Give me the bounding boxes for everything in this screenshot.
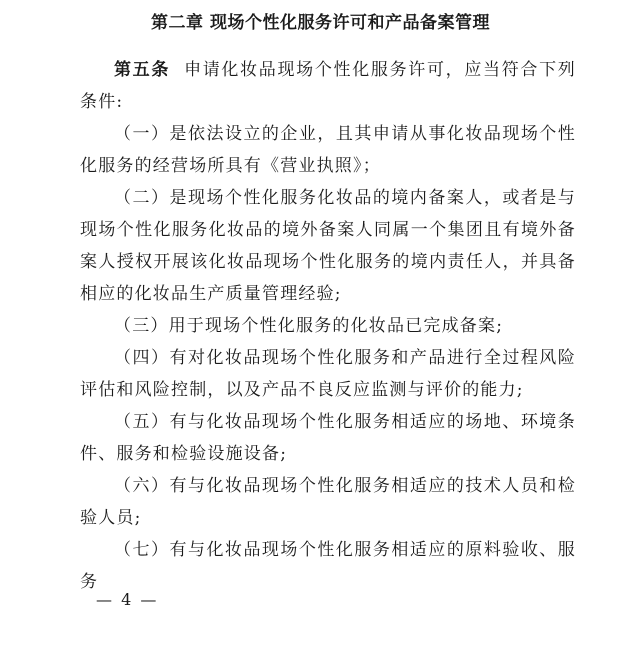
article-intro-text: 申请化妆品现场个性化服务许可，应当符合下列条件: bbox=[80, 60, 576, 112]
article-intro-paragraph bbox=[80, 54, 576, 118]
chapter-title: 第二章 现场个性化服务许可和产品备案管理 bbox=[151, 13, 490, 33]
article-label: 第五条 bbox=[114, 60, 171, 80]
condition-item-6: （六）有与化妆品现场个性化服务相适应的技术人员和检验人员; bbox=[80, 476, 576, 528]
article-body bbox=[80, 54, 576, 598]
condition-item-4: （四）有对化妆品现场个性化服务和产品进行全过程风险评估和风险控制，以及产品不良反应监测与评价的能力; bbox=[80, 348, 576, 400]
condition-item-5: （五）有与化妆品现场个性化服务相适应的场地、环境条件、服务和检验设施设备; bbox=[80, 412, 576, 464]
condition-item-2: （二）是现场个性化服务化妆品的境内备案人，或者是与现场个性化服务化妆品的境外备案人同属一个集团且有境外备案人授权开展该化妆品现场个性化服务的境内责任人，并具备相应的化妆品生产质量管理经验; bbox=[80, 188, 576, 304]
condition-item-1: （一）是依法设立的企业，且其申请从事化妆品现场个性化服务的经营场所具有《营业执照》； bbox=[80, 124, 576, 176]
condition-item-7: （七）有与化妆品现场个性化服务相适应的原料验收、服务 bbox=[80, 540, 576, 592]
page-number: — 4 — bbox=[96, 590, 159, 609]
condition-item-3: （三）用于现场个性化服务的化妆品已完成备案; bbox=[114, 316, 504, 336]
